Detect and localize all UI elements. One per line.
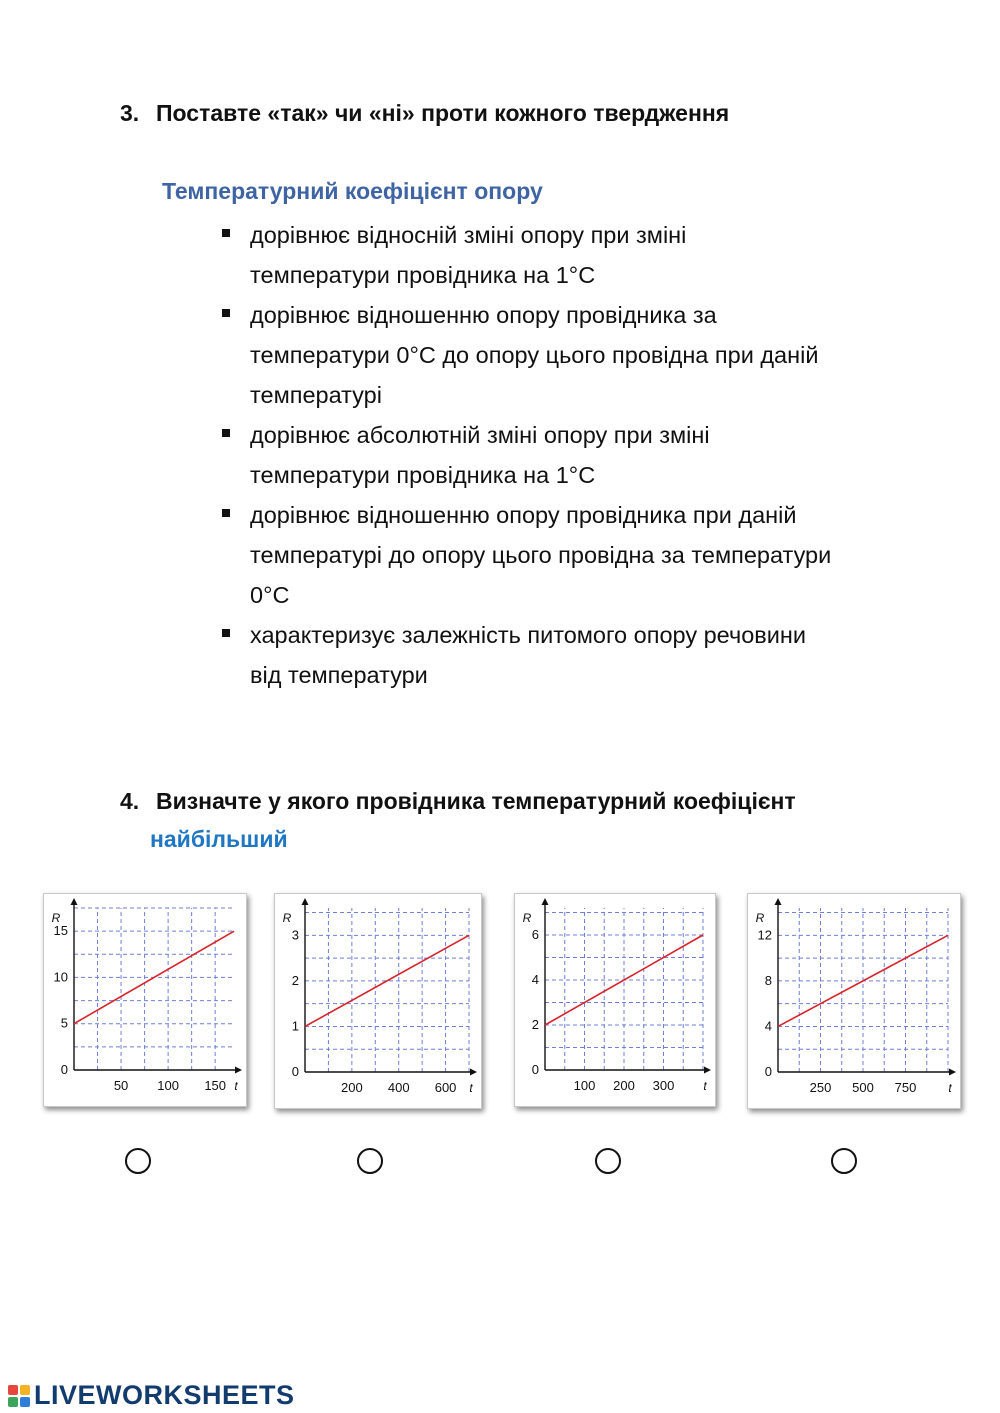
question-4-text: Визначте у якого провідника температурний коефіцієнт — [156, 788, 796, 814]
x-tick-label: 200 — [613, 1078, 635, 1093]
statement-1-line-2: температури провідника на 1°С — [250, 262, 596, 288]
y-tick-label: 0 — [531, 1062, 539, 1077]
x-axis-arrow-icon — [235, 1067, 242, 1074]
option-graph-1-radio[interactable] — [125, 1148, 151, 1174]
y-tick-label: 0 — [764, 1064, 772, 1079]
option-graph-4-radio[interactable] — [831, 1148, 857, 1174]
x-axis-label: t — [703, 1079, 707, 1093]
x-axis-arrow-icon — [949, 1069, 956, 1076]
statement-2-line-1: дорівнює відношенню опору провідника за — [250, 302, 717, 328]
logo-block-blue — [20, 1397, 30, 1407]
statement-5[interactable] — [222, 615, 962, 695]
statement-1-line-1: дорівнює відносній зміні опору при зміні — [250, 222, 687, 248]
statement-5-line-1: характеризує залежність питомого опору речовини — [250, 622, 806, 648]
x-tick-label: 50 — [113, 1078, 129, 1093]
x-axis-label: t — [234, 1079, 238, 1093]
statement-4[interactable] — [222, 495, 962, 615]
x-axis-arrow-icon — [704, 1067, 711, 1074]
statement-4-line-3: 0°С — [250, 582, 290, 608]
chart-2 — [275, 894, 481, 1108]
bullet-square-icon — [222, 429, 230, 437]
y-tick-label: 1 — [291, 1018, 299, 1034]
x-tick-label: 400 — [387, 1080, 410, 1095]
y-tick-label: 6 — [531, 927, 539, 942]
x-axis-arrow-icon — [470, 1069, 477, 1076]
x-axis-label: t — [948, 1081, 952, 1095]
x-axis-label: t — [469, 1081, 473, 1095]
statement-3-line-2: температури провідника на 1°С — [250, 462, 596, 488]
option-graph-2-radio[interactable] — [357, 1148, 383, 1174]
y-axis-arrow-icon — [302, 898, 309, 905]
y-tick-label: 0 — [291, 1064, 299, 1079]
y-axis-label: R — [522, 911, 532, 925]
statement-3-line-1: дорівнює абсолютній зміні опору при зміні — [250, 422, 710, 448]
graph-card-3 — [514, 893, 716, 1107]
x-tick-label: 100 — [573, 1078, 596, 1093]
question-4-highlight: найбільший — [150, 826, 288, 852]
statement-2-line-3: температурі — [250, 382, 382, 408]
y-axis-label: R — [51, 911, 61, 925]
footer-brand: LIVEWORKSHEETS — [34, 1380, 295, 1410]
y-tick-label: 4 — [764, 1018, 772, 1034]
x-tick-label: 100 — [157, 1078, 179, 1093]
graph-card-1 — [43, 893, 247, 1107]
question-3-number: 3. — [120, 100, 140, 126]
statement-3[interactable] — [222, 415, 962, 495]
y-axis-arrow-icon — [71, 898, 78, 905]
y-axis-arrow-icon — [542, 898, 549, 905]
bullet-square-icon — [222, 509, 230, 517]
y-tick-label: 10 — [53, 969, 68, 985]
y-tick-label: 5 — [60, 1015, 68, 1031]
statement-5-line-2: від температури — [250, 662, 428, 688]
bullet-square-icon — [222, 629, 230, 637]
statement-list — [222, 215, 962, 695]
chart-1 — [44, 894, 246, 1106]
x-tick-label: 150 — [204, 1078, 227, 1093]
y-axis-arrow-icon — [775, 898, 782, 905]
bullet-square-icon — [222, 309, 230, 317]
y-axis-label: R — [282, 911, 292, 925]
question-4-number: 4. — [120, 788, 140, 814]
chart-3 — [515, 894, 715, 1106]
x-tick-label: 750 — [894, 1080, 917, 1095]
statement-4-line-2: температурі до опору цього провідна за температури — [250, 542, 832, 568]
logo-block-yellow — [20, 1385, 30, 1395]
option-graph-3-radio[interactable] — [595, 1148, 621, 1174]
y-tick-label: 8 — [764, 972, 772, 988]
y-tick-label: 12 — [757, 927, 772, 943]
logo-block-green — [8, 1397, 18, 1407]
y-axis-label: R — [755, 911, 765, 925]
statement-2[interactable] — [222, 295, 962, 415]
liveworksheets-logo-icon — [8, 1385, 30, 1407]
x-tick-label: 200 — [341, 1080, 363, 1095]
question-4-title — [120, 788, 796, 815]
y-tick-label: 4 — [531, 972, 539, 987]
question-3-title — [120, 100, 729, 127]
graph-card-4 — [747, 893, 961, 1109]
x-tick-label: 250 — [809, 1080, 832, 1095]
footer-logo[interactable] — [8, 1380, 295, 1411]
x-tick-label: 600 — [434, 1080, 457, 1095]
y-tick-label: 0 — [60, 1062, 68, 1077]
x-tick-label: 500 — [852, 1080, 874, 1095]
logo-block-red — [8, 1385, 18, 1395]
y-tick-label: 2 — [291, 972, 299, 988]
graph-card-2 — [274, 893, 482, 1109]
y-tick-label: 3 — [291, 927, 299, 943]
y-tick-label: 2 — [531, 1017, 539, 1032]
statement-2-line-2: температури 0°С до опору цього провідна при даній — [250, 342, 819, 368]
x-tick-label: 300 — [652, 1078, 675, 1093]
question-3-text: Поставте «так» чи «ні» проти кожного твердження — [156, 100, 730, 126]
statement-4-line-1: дорівнює відношенню опору провідника при даній — [250, 502, 797, 528]
bullet-square-icon — [222, 229, 230, 237]
statement-1[interactable] — [222, 215, 962, 295]
y-tick-label: 15 — [53, 923, 68, 939]
question-3-subtitle: Температурний коефіцієнт опору — [162, 178, 543, 204]
chart-4 — [748, 894, 960, 1108]
